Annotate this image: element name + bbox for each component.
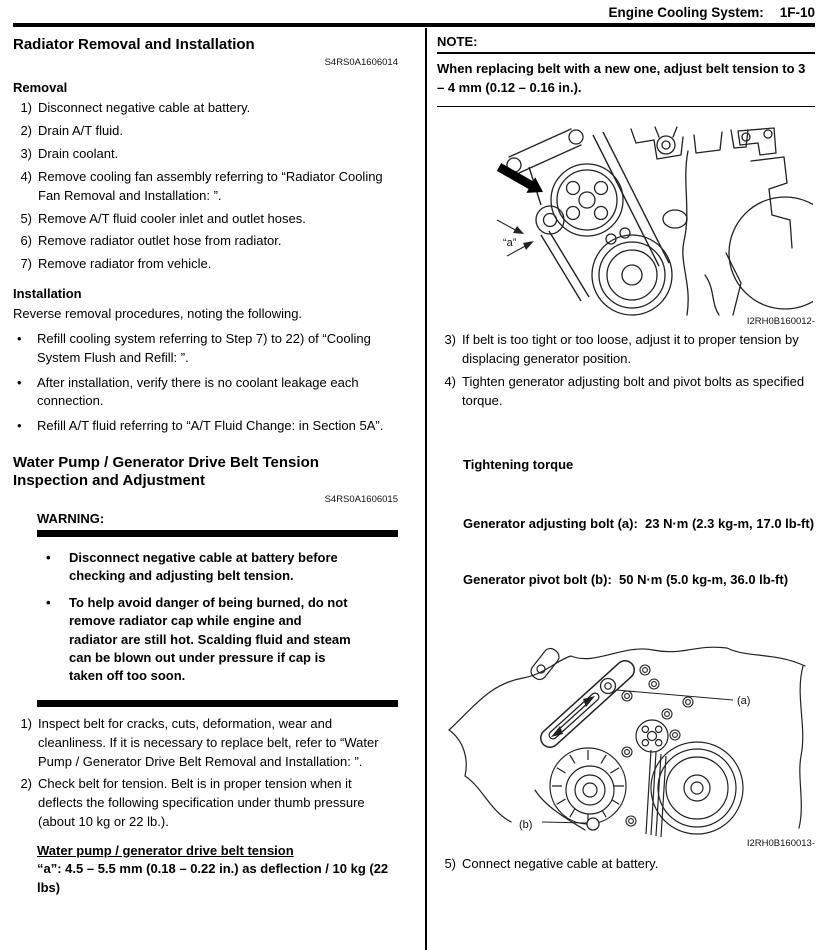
installation-intro: Reverse removal procedures, noting the following.: [13, 306, 303, 322]
left-column: [13, 30, 398, 897]
list-item: [13, 417, 398, 436]
tightening-torque-block: [463, 419, 815, 628]
generator-body: [550, 748, 626, 824]
water-pump-pulley: [551, 164, 623, 236]
step-text: Remove cooling fan assembly referring to “Radiator Cooling Fan Removal and Installation: ”.: [38, 168, 383, 203]
torque-line: Generator pivot bolt (b): 50 N·m (5.0 kg-m, 36.0 lb-ft): [463, 572, 789, 588]
step-number: 4): [444, 373, 456, 389]
list-item: [37, 549, 398, 586]
list-item: [13, 374, 398, 412]
water-pump-hub: [636, 720, 668, 752]
crankshaft-pulley: [646, 742, 743, 837]
note-heading: NOTE:: [437, 30, 815, 54]
list-item: [437, 373, 815, 411]
page-header: [13, 0, 815, 27]
step-text: Remove radiator from vehicle.: [38, 256, 212, 272]
note-text: When replacing belt with a new one, adjust belt tension to 3 – 4 mm (0.12 – 0.16 in.).: [437, 61, 806, 95]
figure-caption: I2RH0B160013-: [746, 837, 815, 849]
list-item: [437, 331, 815, 369]
generator-adjustment-illustration: [445, 638, 810, 838]
spec-value: “a”: 4.5 – 5.5 mm (0.18 – 0.22 in.) as deflection / 10 kg (22 lbs): [37, 861, 389, 895]
list-item: [13, 775, 398, 832]
step-text: If belt is too tight or too loose, adjust it to proper tension by displacing generator position.: [462, 332, 799, 367]
column-divider: [425, 28, 427, 950]
step-text: Remove A/T fluid cooler inlet and outlet hoses.: [38, 210, 306, 226]
step-text: Inspect belt for cracks, cuts, deformation, wear and cleanliness. If it is necessary to replace belt, refer to “Water Pump / Generator Drive Belt Removal and Installation: ”.: [38, 715, 379, 769]
list-item: [37, 594, 398, 686]
list-item: [13, 145, 398, 164]
spec-title: Water pump / generator drive belt tension: [37, 842, 294, 858]
step-text: Tighten generator adjusting bolt and pivot bolts as specified torque.: [462, 373, 805, 408]
warning-heading: WARNING:: [37, 510, 105, 526]
warning-bullet-text: • Disconnect negative cable at battery before checking and adjusting belt tension.: [69, 549, 338, 584]
warning-bullet-text: • To help avoid danger of being burned, do not remove radiator cap while engine and radiator are still hot. Scalding fluid and steam can be blown out under pressure if cap is taken off too soon.: [69, 594, 351, 684]
note-rule: [437, 106, 815, 108]
torque-line: Generator adjusting bolt (a): 23 N·m (2.3 kg-m, 17.0 lb-ft): [463, 515, 815, 531]
header-text: [13, 0, 815, 23]
installation-heading: Installation: [13, 286, 82, 302]
bolt-a-label: (a): [737, 694, 751, 707]
list-item: [13, 715, 398, 772]
step-text: Remove radiator outlet hose from radiator.: [38, 233, 282, 249]
list-item: [13, 330, 398, 368]
warning-body: [37, 537, 398, 700]
warning-box: [37, 511, 398, 707]
list-item: [437, 855, 815, 874]
installation-bullets: [13, 330, 398, 436]
step-number: 6): [20, 233, 32, 249]
bullet-text: • Refill cooling system referring to Step 7) to 22) of “Cooling System Flush and Refill: ”.: [37, 330, 371, 365]
list-item: [13, 210, 398, 229]
belt-tension-spec: [37, 842, 394, 897]
step-text: Drain coolant.: [38, 145, 119, 161]
adjustment-steps: [437, 331, 815, 410]
deflection-dimension: [497, 220, 534, 256]
header-page-number: 1F-10: [779, 5, 815, 20]
step-text: Disconnect negative cable at battery.: [38, 100, 251, 116]
removal-heading: Removal: [13, 80, 68, 96]
warning-bottom-bar: [37, 700, 398, 707]
figure-belt-deflection: [437, 123, 815, 327]
deflection-label: “a”: [503, 237, 517, 250]
step-number: 1): [20, 715, 32, 731]
section-code: S4RS0A1606015: [324, 493, 398, 505]
torque-heading: Tightening torque: [463, 457, 574, 473]
step-text: Drain A/T fluid.: [38, 123, 124, 139]
step-number: 1): [20, 100, 32, 116]
step-number: 3): [20, 145, 32, 161]
step-number: 5): [20, 210, 32, 226]
list-item: [13, 99, 398, 118]
note-box: [437, 30, 815, 107]
step-number: 2): [20, 776, 32, 792]
list-item: [13, 232, 398, 251]
tensioner-pulley: [536, 206, 564, 234]
bullet-text: • Refill A/T fluid referring to “A/T Fluid Change: in Section 5A”.: [37, 418, 384, 434]
section-title-belt-tension: Water Pump / Generator Drive Belt Tension Inspection and Adjustment: [13, 454, 319, 490]
list-item: [13, 168, 398, 206]
belt-deflection-illustration: [483, 123, 813, 316]
step-number: 4): [20, 168, 32, 184]
right-column: [437, 30, 815, 878]
removal-steps: [13, 99, 398, 274]
engine-outline: [631, 127, 813, 315]
header-rule: [13, 23, 815, 27]
list-item: [13, 255, 398, 274]
bullet-text: • After installation, verify there is no coolant leakage each connection.: [37, 374, 359, 409]
step-number: 7): [20, 256, 32, 272]
warning-top-bar: [37, 530, 398, 537]
step-text: Check belt for tension. Belt is in proper tension when it deflects the following specification under thumb pressure (about 10 kg or 22 lb.).: [38, 776, 365, 830]
adjusting-slot: [550, 670, 625, 738]
header-title: Engine Cooling System:: [608, 5, 764, 20]
figure-caption: I2RH0B160012-: [746, 316, 815, 328]
pivot-bolt-b: [519, 818, 599, 831]
bolt-b-label: (b): [519, 818, 533, 831]
step-number: 5): [444, 855, 456, 871]
step-text: Connect negative cable at battery.: [462, 855, 659, 871]
list-item: [13, 122, 398, 141]
step-number: 2): [20, 123, 32, 139]
adjusting-arm: [507, 129, 583, 173]
section-code: S4RS0A1606014: [324, 57, 398, 69]
crankshaft-pulley: [592, 228, 672, 315]
section-title-radiator: Radiator Removal and Installation: [13, 36, 255, 53]
step-number: 3): [444, 332, 456, 348]
inspection-steps: [13, 715, 398, 832]
figure-generator-adjustment: [437, 638, 815, 849]
